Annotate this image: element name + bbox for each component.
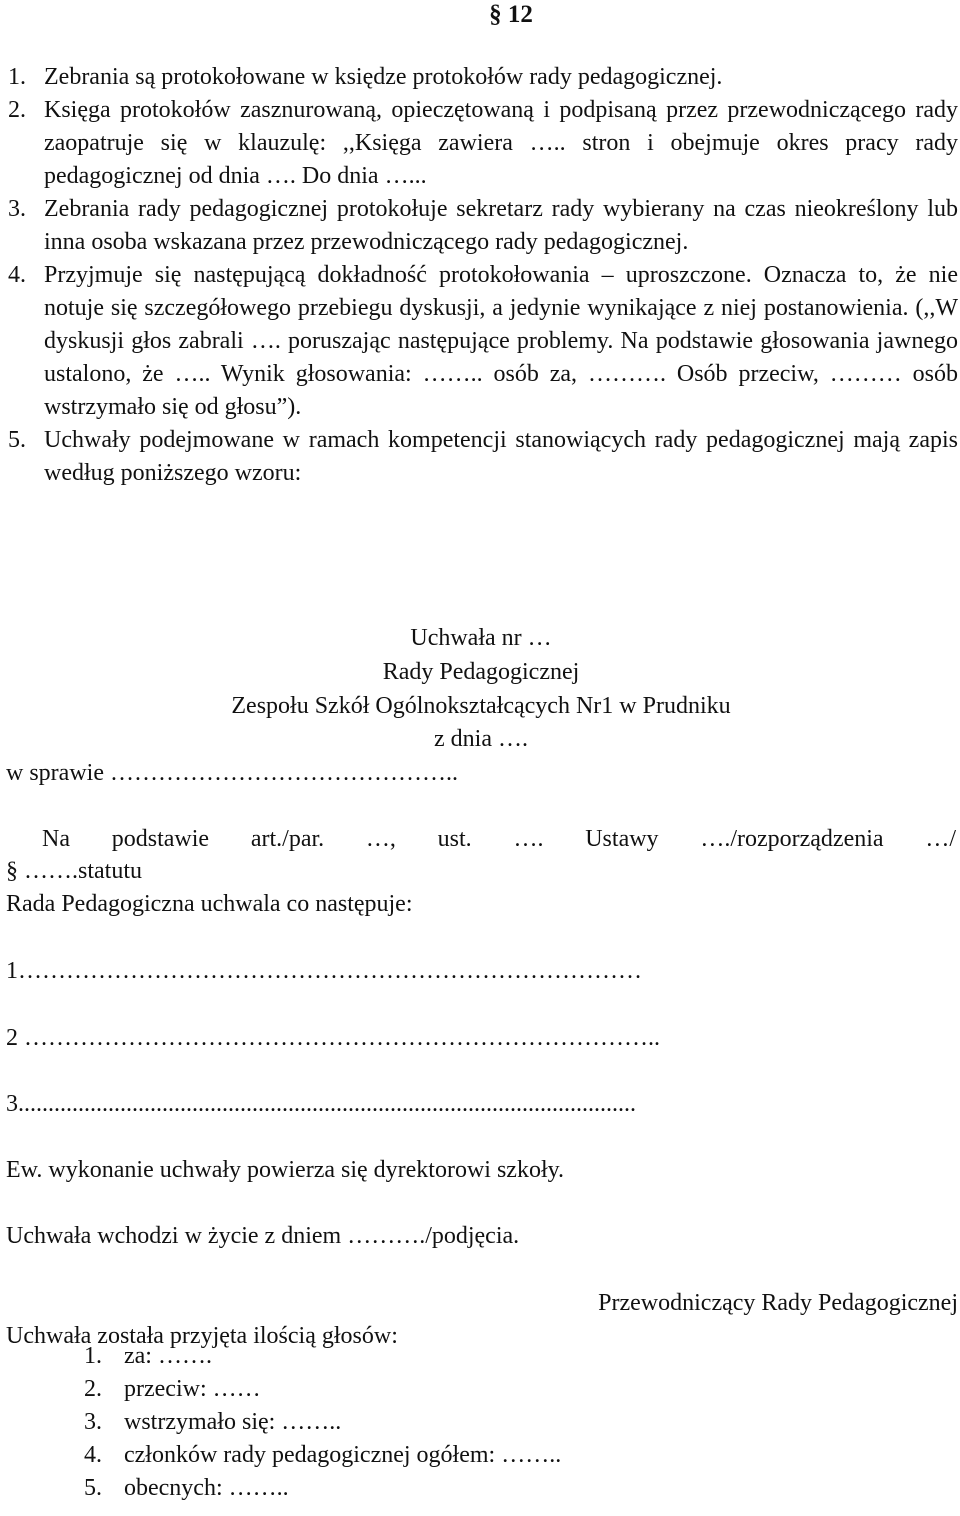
vote-item bbox=[84, 1406, 784, 1439]
vote-text: obecnych: …….. bbox=[124, 1475, 289, 1501]
resolution-title: Uchwała nr … bbox=[410, 625, 552, 651]
vote-number: 4. bbox=[84, 1442, 102, 1468]
resolves-line: Rada Pedagogiczna uchwala co następuje: bbox=[6, 891, 413, 917]
vote-number: 2. bbox=[84, 1376, 102, 1402]
rules-list bbox=[8, 61, 958, 490]
legal-basis-statute: § …….statutu bbox=[6, 858, 142, 884]
votes-heading: Uchwała została przyjęta ilością głosów: bbox=[6, 1323, 398, 1349]
item-text: Uchwały podejmowane w ramach kompetencji stanowiących rady pedagogicznej mają zapis według poniższego wzoru: bbox=[44, 427, 958, 486]
resolution-school-name: Zespołu Szkół Ogólnokształcących Nr1 w Prudniku bbox=[231, 693, 731, 719]
item-text: Księga protokołów zasznurowaną, opieczętowaną i podpisaną przez przewodniczącego rady zaopatruje się w klauzulę: ,,Księga zawiera ….. stron i obejmuje okres pracy rady pedagogicznej od dnia …. Do dnia …... bbox=[44, 97, 958, 189]
resolution-date: z dnia …. bbox=[434, 726, 528, 752]
item-number: 2. bbox=[8, 97, 26, 123]
votes-list bbox=[84, 1340, 784, 1505]
resolution-point-2: 2 …………………………………………………………………….. bbox=[6, 1025, 660, 1051]
vote-text: wstrzymało się: …….. bbox=[124, 1409, 342, 1435]
item-number: 5. bbox=[8, 427, 26, 453]
list-item bbox=[8, 193, 958, 259]
resolution-subject: w sprawie …………………………………….. bbox=[6, 760, 458, 786]
vote-item bbox=[84, 1373, 784, 1406]
execution-clause: Ew. wykonanie uchwały powierza się dyrektorowi szkoły. bbox=[6, 1157, 565, 1183]
item-number: 3. bbox=[8, 196, 26, 222]
vote-item bbox=[84, 1472, 784, 1505]
resolution-point-3: 3....................................................................................................... bbox=[6, 1091, 636, 1117]
resolution-point-1: 1…………………………………………………………………… bbox=[6, 958, 642, 984]
item-number: 4. bbox=[8, 262, 26, 288]
section-heading bbox=[0, 0, 960, 30]
list-item bbox=[8, 259, 958, 424]
effective-date-clause: Uchwała wchodzi w życie z dniem ………./podjęcia. bbox=[6, 1223, 520, 1249]
list-item bbox=[8, 61, 958, 94]
chairman-signature: Przewodniczący Rady Pedagogicznej bbox=[598, 1290, 958, 1316]
vote-number: 1. bbox=[84, 1343, 102, 1369]
vote-number: 5. bbox=[84, 1475, 102, 1501]
resolution-body-name: Rady Pedagogicznej bbox=[382, 659, 580, 685]
vote-text: za: ……. bbox=[124, 1343, 212, 1369]
legal-basis-line: Na podstawie art./par. …, ust. …. Ustawy …./rozporządzenia …/ bbox=[42, 826, 956, 852]
item-text: Przyjmuje się następującą dokładność protokołowania – uproszczone. Oznacza to, że nie notuje się szczegółowego przebiegu dyskusji, a jedynie wynikające z niej postanowienia. (,,W dyskusji głos zabrali …. poruszając następujące problemy. Na podstawie głosowania jawnego ustalono, że ….. Wynik głosowania: …….. osób za, ………. Osób przeciw, ……… osób wstrzymało się od głosu”). bbox=[44, 262, 958, 420]
item-text: Zebrania rady pedagogicznej protokołuje sekretarz rady wybierany na czas nieokreślony lub inna osoba wskazana przez przewodniczącego rady pedagogicznej. bbox=[44, 196, 958, 255]
section-mark: § 12 bbox=[489, 1, 533, 28]
vote-text: członków rady pedagogicznej ogółem: …….. bbox=[124, 1442, 562, 1468]
list-item bbox=[8, 94, 958, 193]
vote-item bbox=[84, 1340, 784, 1373]
list-item bbox=[8, 424, 958, 490]
item-text: Zebrania są protokołowane w księdze protokołów rady pedagogicznej. bbox=[44, 64, 723, 90]
vote-text: przeciw: …… bbox=[124, 1376, 261, 1402]
vote-item bbox=[84, 1439, 784, 1472]
vote-number: 3. bbox=[84, 1409, 102, 1435]
item-number: 1. bbox=[8, 64, 26, 90]
